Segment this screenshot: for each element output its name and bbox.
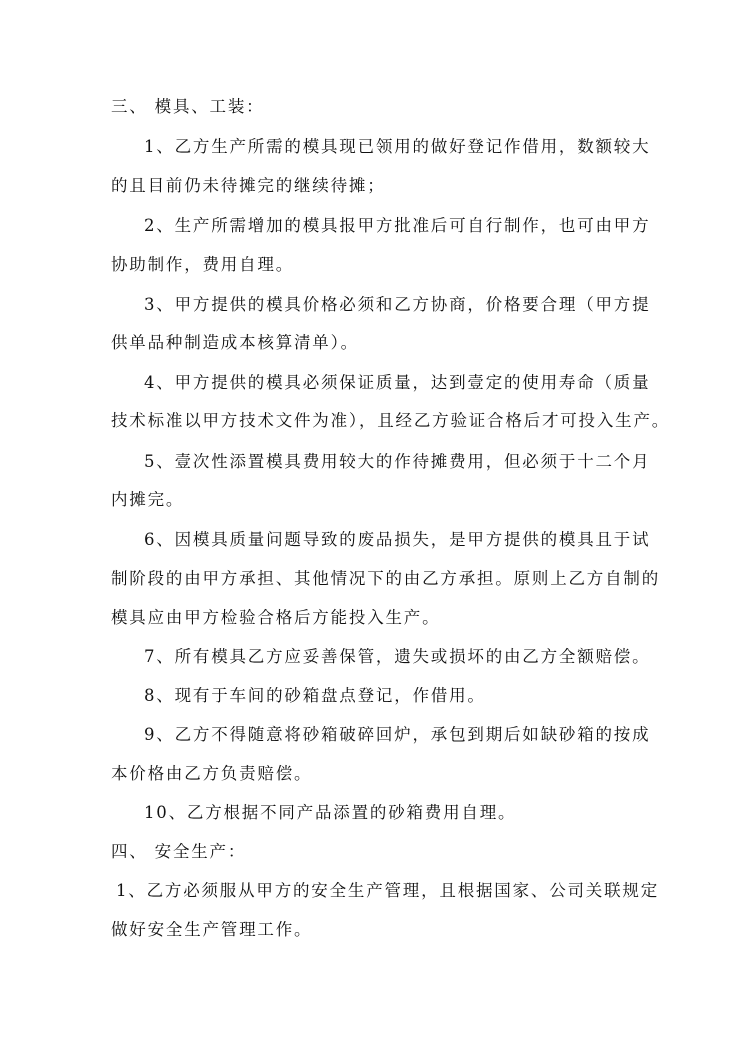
section-heading-safety: 四、 安全生产： (111, 842, 247, 861)
paragraph-3-line-1: 3、甲方提供的模具价格必须和乙方协商，价格要合理（甲方提 (144, 295, 651, 314)
paragraph-8: 8、现有于车间的砂箱盘点登记，作借用。 (144, 686, 486, 705)
safety-paragraph-1-line-1: 1、乙方必须服从甲方的安全生产管理，且根据国家、公司关联规定 (116, 881, 659, 900)
paragraph-5-line-1: 5、壹次性添置模具费用较大的作待摊费用，但必须于十二个月 (144, 452, 651, 471)
paragraph-1-line-1: 1、乙方生产所需的模具现已领用的做好登记作借用，数额较大 (144, 137, 651, 156)
paragraph-6-line-2: 制阶段的由甲方承担、其他情况下的由乙方承担。原则上乙方自制的 (111, 569, 660, 588)
paragraph-3-line-2: 供单品种制造成本核算清单）。 (111, 333, 359, 352)
paragraph-2-line-2: 协助制作，费用自理。 (111, 255, 294, 274)
paragraph-5-line-2: 内摊完。 (111, 490, 185, 509)
section-heading-molds: 三、 模具、工装： (111, 97, 265, 116)
safety-paragraph-1-line-2: 做好安全生产管理工作。 (111, 920, 313, 939)
paragraph-6-line-1: 6、因模具质量问题导致的废品损失，是甲方提供的模具且于试 (144, 530, 651, 549)
paragraph-1-line-2: 的且目前仍未待摊完的继续待摊； (111, 176, 386, 195)
paragraph-4-line-2: 技术标准以甲方技术文件为准），且经乙方验证合格后才可投入生产。 (111, 411, 671, 430)
paragraph-7: 7、所有模具乙方应妥善保管，遗失或损坏的由乙方全额赔偿。 (144, 647, 651, 666)
paragraph-9-line-1: 9、乙方不得随意将砂箱破碎回炉，承包到期后如缺砂箱的按成 (144, 725, 651, 744)
paragraph-4-line-1: 4、甲方提供的模具必须保证质量，达到壹定的使用寿命（质量 (144, 373, 651, 392)
paragraph-2-line-1: 2、生产所需增加的模具报甲方批准后可自行制作，也可由甲方 (144, 216, 651, 235)
paragraph-9-line-2: 本价格由乙方负责赔偿。 (111, 764, 313, 783)
paragraph-6-line-3: 模具应由甲方检验合格后方能投入生产。 (111, 608, 441, 627)
paragraph-10: 10、乙方根据不同产品添置的砂箱费用自理。 (144, 803, 517, 822)
